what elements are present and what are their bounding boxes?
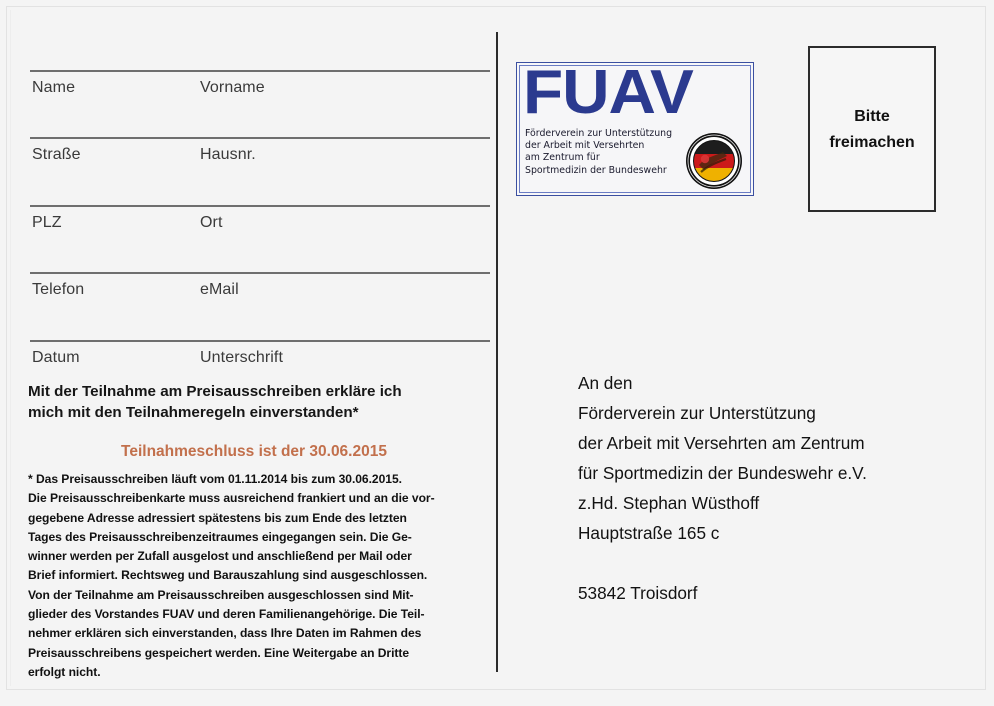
fuav-subtitle-line: am Zentrum für [525,152,600,164]
stamp-text [810,104,934,156]
address-line: für Sportmedizin der Bundeswehr e.V. [578,463,867,483]
form-label-datum: Datum [32,349,80,366]
form-row-telefon[interactable] [30,272,490,339]
form-row-name[interactable] [30,70,490,137]
form-area [0,0,496,706]
address-line: An den [578,373,633,393]
form-rule [30,272,490,274]
fuav-subtitle-line: der Arbeit mit Versehrten [525,140,645,152]
form-rule [30,70,490,72]
fineprint-line: winner werden per Zufall ausgelost und anschließend per Mail oder [28,549,412,564]
fuav-subtitle [525,128,705,177]
address-line: Förderverein zur Unterstützung [578,403,816,423]
declaration-line-1: Mit der Teilnahme am Preisausschreiben erkläre ich [28,383,402,400]
fineprint-line: erfolgt nicht. [28,664,101,679]
form-row-plz[interactable] [30,205,490,272]
form-rule [30,137,490,139]
fineprint-line: nehmer erklären sich einverstanden, dass Ihre Daten im Rahmen des [28,626,422,641]
stamp-box [808,46,936,212]
fineprint-line: Die Preisausschreibenkarte muss ausreichend frankiert und an die vor- [28,491,435,506]
address-city-line: 53842 Troisdorf [578,583,698,603]
fineprint-text [28,470,486,682]
stamp-line-1: Bitte [854,108,890,125]
form-rule [30,340,490,342]
form-row-strasse[interactable] [30,137,490,204]
fuav-wordmark: FUAV [523,65,693,127]
form-label-hausnr: Hausnr. [200,146,256,163]
declaration-line-2: mich mit den Teilnahmeregeln einverstanden* [28,404,359,421]
fineprint-line: * Das Preisausschreiben läuft vom 01.11.2014 bis zum 30.06.2015. [28,472,402,486]
fineprint-line: Tages des Preisausschreibenzeitraumes eingegangen sein. Die Ge- [28,529,412,544]
fuav-circular-emblem-icon [685,132,743,190]
form-label-vorname: Vorname [200,79,265,96]
address-spacer [578,548,978,578]
address-line: der Arbeit mit Versehrten am Zentrum [578,433,865,453]
declaration-text [28,381,480,423]
address-line: z.Hd. Stephan Wüsthoff [578,493,760,513]
fuav-subtitle-line: Sportmedizin der Bundeswehr [525,164,667,176]
fuav-logo-inner [519,65,751,193]
fuav-logo [516,62,754,196]
fineprint-line: Brief informiert. Rechtsweg und Barauszahlung sind ausgeschlossen. [28,568,428,583]
fineprint-line: Von der Teilnahme am Preisausschreiben ausgeschlossen sind Mit- [28,587,414,602]
form-label-email: eMail [200,281,239,298]
address-block [578,368,978,608]
fineprint-line: Preisausschreibens gespeichert werden. Eine Weitergabe an Dritte [28,645,410,660]
address-line: Hauptstraße 165 c [578,523,720,543]
deadline-text: Teilnahmeschluss ist der 30.06.2015 [121,443,387,460]
form-label-telefon: Telefon [32,281,85,298]
form-label-plz: PLZ [32,214,62,231]
form-label-unterschrift: Unterschrift [200,349,283,366]
form-label-strasse: Straße [32,146,81,163]
fineprint-line: gegebene Adresse adressiert spätestens bis zum Ende des letzten [28,510,407,525]
fineprint-line: glieder des Vorstandes FUAV und deren Familienangehörige. Die Teil- [28,607,425,622]
vertical-divider [496,32,498,672]
form-label-name: Name [32,79,76,96]
form-label-ort: Ort [200,214,223,231]
fuav-subtitle-line: Förderverein zur Unterstützung [525,128,673,139]
form-rule [30,205,490,207]
stamp-line-2: freimachen [829,134,915,151]
